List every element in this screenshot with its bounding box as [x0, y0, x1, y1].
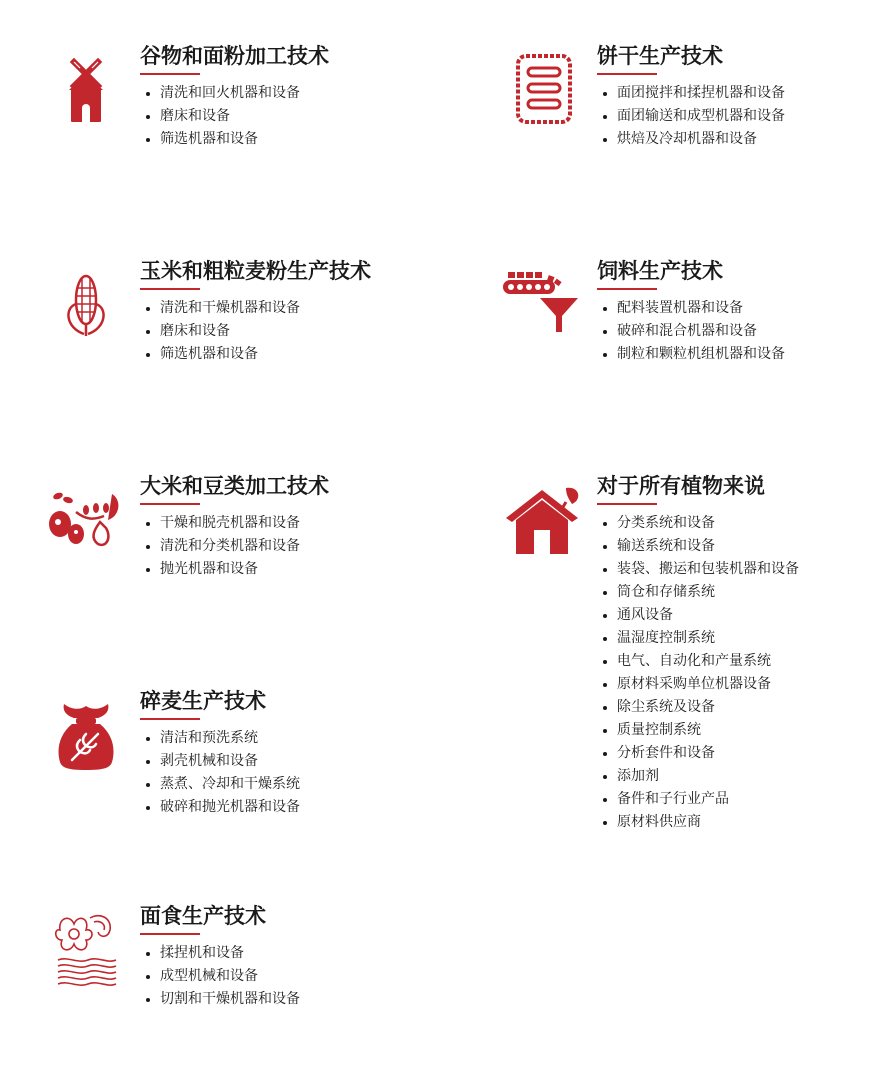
list-item: 磨床和设备 [140, 105, 300, 128]
list-item: 清洁和预洗系统 [140, 727, 300, 750]
list-item: 备件和子行业产品 [597, 788, 799, 811]
list-item: 破碎和混合机器和设备 [597, 320, 785, 343]
list-item: 筒仓和存储系统 [597, 581, 799, 604]
list-item: 电气、自动化和产量系统 [597, 650, 799, 673]
list-item: 通风设备 [597, 604, 799, 627]
section-underline [140, 73, 200, 75]
list-item: 筛选机器和设备 [140, 343, 300, 366]
list-item: 磨床和设备 [140, 320, 300, 343]
section-title-feed: 饲料生产技术 [597, 259, 723, 283]
house-leaf-icon [500, 484, 572, 556]
list-item: 添加剂 [597, 765, 799, 788]
section-title-pasta: 面食生产技术 [140, 904, 266, 928]
list-item: 剥壳机械和设备 [140, 750, 300, 773]
list-item: 输送系统和设备 [597, 535, 799, 558]
section-list-pasta [140, 942, 300, 1011]
list-item: 烘焙及冷却机器和设备 [597, 128, 785, 151]
list-item: 分析套件和设备 [597, 742, 799, 765]
list-item: 蒸煮、冷却和干燥系统 [140, 773, 300, 796]
section-title-grain-flour: 谷物和面粉加工技术 [140, 44, 329, 68]
list-item: 清洗和干燥机器和设备 [140, 297, 300, 320]
section-title-all-plants: 对于所有植物来说 [597, 474, 765, 498]
list-item: 面团搅拌和揉捏机器和设备 [597, 82, 785, 105]
list-item: 装袋、搬运和包装机器和设备 [597, 558, 799, 581]
conveyor-funnel-icon [500, 264, 572, 336]
section-underline [597, 288, 657, 290]
corn-icon [50, 268, 122, 340]
list-item: 质量控制系统 [597, 719, 799, 742]
list-item: 成型机械和设备 [140, 965, 300, 988]
list-item: 抛光机器和设备 [140, 558, 300, 581]
section-underline [140, 718, 200, 720]
list-item: 面团输送和成型机器和设备 [597, 105, 785, 128]
list-item: 温湿度控制系统 [597, 627, 799, 650]
list-item: 配料装置机器和设备 [597, 297, 785, 320]
list-item: 制粒和颗粒机组机器和设备 [597, 343, 785, 366]
biscuit-icon [508, 52, 580, 124]
list-item: 分类系统和设备 [597, 512, 799, 535]
section-list-bulgur [140, 727, 300, 819]
list-item: 切割和干燥机器和设备 [140, 988, 300, 1011]
list-item: 清洗和回火机器和设备 [140, 82, 300, 105]
list-item: 原材料供应商 [597, 811, 799, 834]
list-item: 除尘系统及设备 [597, 696, 799, 719]
section-list-all-plants [597, 512, 799, 834]
section-list-rice-legumes [140, 512, 300, 581]
section-list-corn [140, 297, 300, 366]
section-list-biscuit [597, 82, 785, 151]
section-underline [140, 933, 200, 935]
list-item: 干燥和脱壳机器和设备 [140, 512, 300, 535]
list-item: 揉捏机和设备 [140, 942, 300, 965]
section-list-feed [597, 297, 785, 366]
list-item: 筛选机器和设备 [140, 128, 300, 151]
section-title-bulgur: 碎麦生产技术 [140, 689, 266, 713]
pasta-icon [50, 910, 122, 982]
section-title-corn: 玉米和粗粒麦粉生产技术 [140, 259, 371, 283]
section-list-grain-flour [140, 82, 300, 151]
rice-legumes-icon [46, 486, 118, 558]
list-item: 清洗和分类机器和设备 [140, 535, 300, 558]
list-item: 原材料采购单位机器设备 [597, 673, 799, 696]
section-underline [597, 73, 657, 75]
wheat-sack-icon [50, 700, 122, 772]
section-underline [140, 503, 200, 505]
windmill-icon [50, 52, 122, 124]
section-underline [140, 288, 200, 290]
section-title-rice-legumes: 大米和豆类加工技术 [140, 474, 329, 498]
section-underline [597, 503, 657, 505]
section-title-biscuit: 饼干生产技术 [597, 44, 723, 68]
list-item: 破碎和抛光机器和设备 [140, 796, 300, 819]
